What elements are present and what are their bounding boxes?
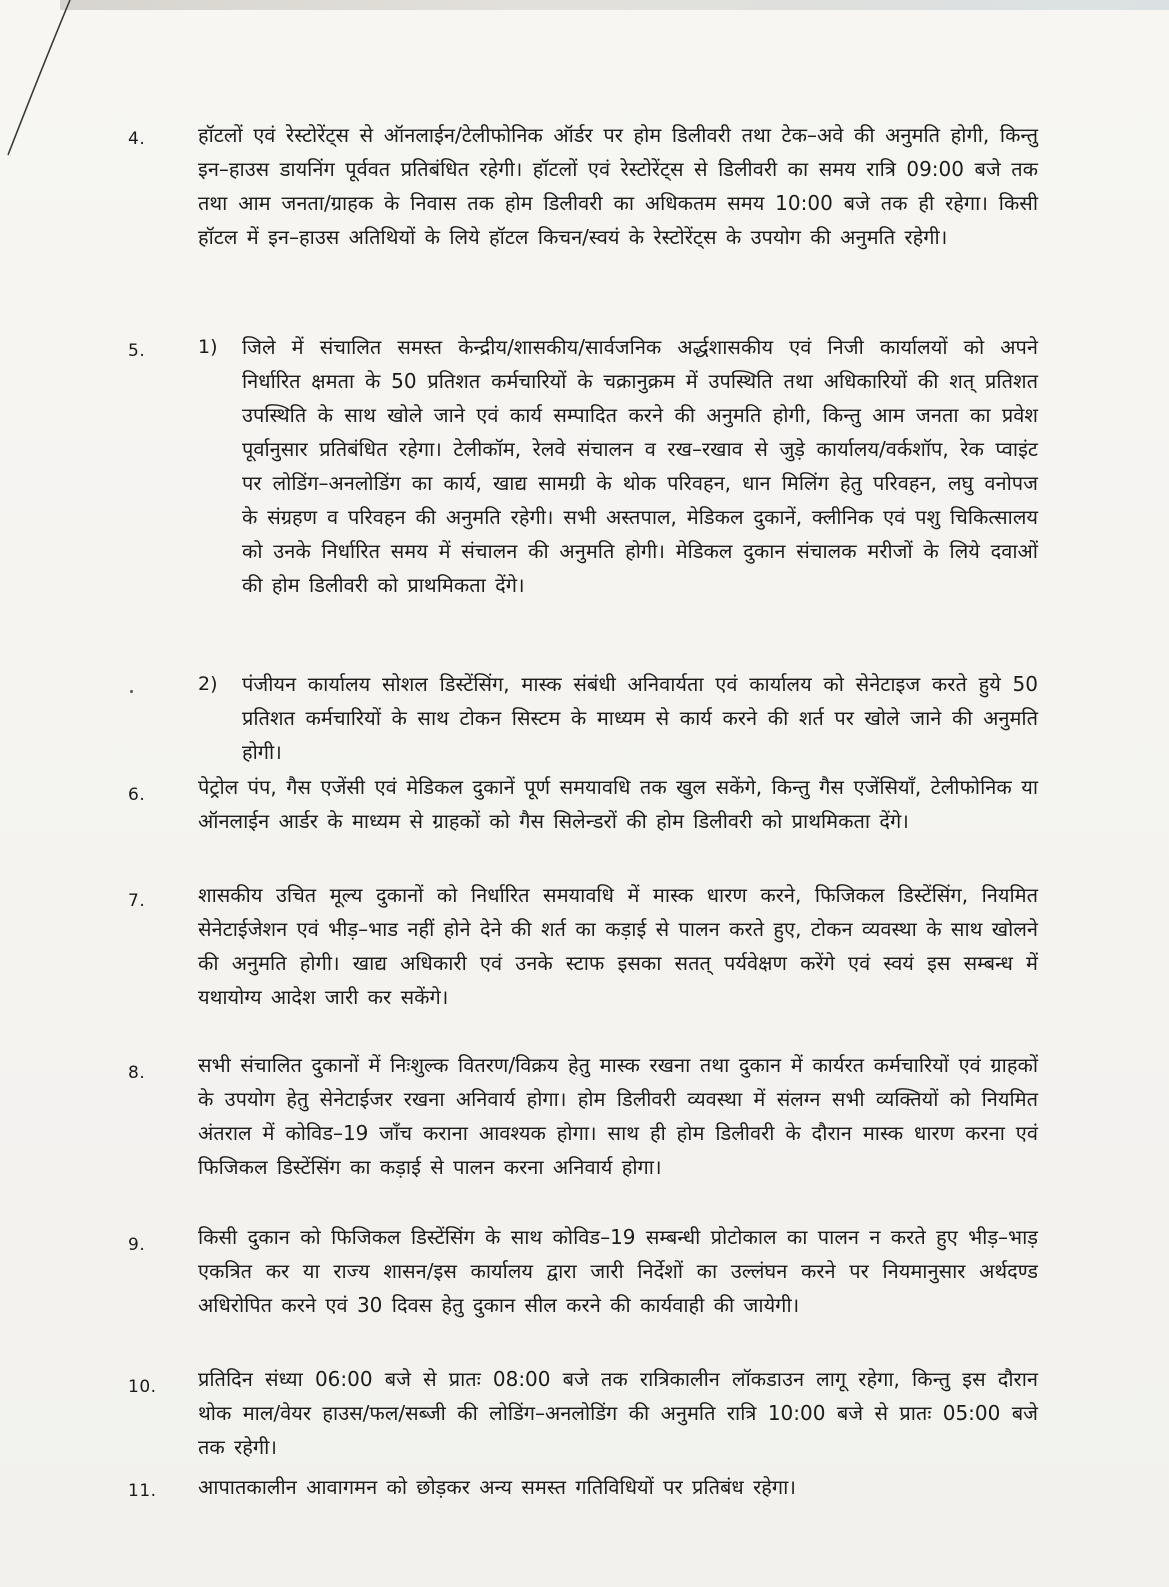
clause-number: 7. — [128, 891, 146, 911]
clause-text: पेट्रोल पंप, गैस एजेंसी एवं मेडिकल दुकानें पूर्ण समयावधि तक खुल सकेंगे, किन्तु गैस एजेंसियाँ, टेलीफोनिक या ऑनलाईन आर्डर के माध्यम से ग्राहकों को गैस सिलेन्डरों की होम डिलीवरी को प्राथमिकता देंगे। — [198, 775, 1038, 833]
clause-number: 9. — [128, 1235, 146, 1255]
clause-number: 8. — [128, 1063, 146, 1083]
clause-text: हॉटलों एवं रेस्टोरेंट्स से ऑनलाईन/टेलीफोनिक ऑर्डर पर होम डिलीवरी तथा टेक–अवे की अनुमति होगी, किन्तु इन–हाउस डायनिंग पूर्ववत प्रतिबंधित रहेगी। हॉटलों एवं रेस्टोरेंट्स से डिलीवरी का समय रात्रि 09:00 बजे तक तथा आम जनता/ग्राहक के निवास तक होम डिलीवरी का अधिकतम समय 10:00 बजे तक ही रहेगा। किसी हॉटल में इन–हाउस अतिथियों के लिये हॉटल किचन/स्वयं के रेस्टोरेंट्स के उपयोग की अनुमति रहेगी। — [198, 123, 1038, 249]
clause-number: 6. — [128, 785, 146, 805]
clause-text: आपातकालीन आवागमन को छोड़कर अन्य समस्त गतिविधियों पर प्रतिबंध रहेगा। — [198, 1475, 796, 1499]
scan-speck — [130, 690, 133, 693]
paper-fold-mark — [0, 0, 80, 160]
subclause-number: 1) — [198, 336, 218, 358]
page-top-edge — [60, 0, 1169, 10]
subclause-text: पंजीयन कार्यालय सोशल डिस्टेंसिंग, मास्क संबंधी अनिवार्यता एवं कार्यालय को सेनेटाइज करते हुये 50 प्रतिशत कर्मचारियों के साथ टोकन सिस्टम के माध्यम से कार्य करने की शर्त पर खोले जाने की अनुमति होगी। — [242, 672, 1038, 764]
clause-number: 11. — [128, 1481, 157, 1501]
clause-number: 10. — [128, 1377, 157, 1397]
clause-text: किसी दुकान को फिजिकल डिस्टेंसिंग के साथ कोविड–19 सम्बन्धी प्रोटोकाल का पालन न करते हुए भीड़–भाड़ एकत्रित कर या राज्य शासन/इस कार्यालय द्वारा जारी निर्देशों का उल्लंघन करने पर नियमानुसार अर्थदण्ड अधिरोपित करने एवं 30 दिवस हेतु दुकान सील करने की कार्यवाही की जायेगी। — [198, 1225, 1038, 1317]
subclause-number: 2) — [198, 673, 218, 695]
clause-number: 5. — [128, 341, 146, 361]
clause-number: 4. — [128, 129, 146, 149]
clause-text: शासकीय उचित मूल्य दुकानों को निर्धारित समयावधि में मास्क धारण करने, फिजिकल डिस्टेंसिंग, नियमित सेनेटाईजेशन एवं भीड़–भाड नहीं होने देने की शर्त का कड़ाई से पालन करते हुए, टोकन व्यवस्था के साथ खोलने की अनुमति होगी। खाद्य अधिकारी एवं उनके स्टाफ इसका सतत् पर्यवेक्षण करेंगे एवं स्वयं इस सम्बन्ध में यथायोग्य आदेश जारी कर सकेंगे। — [198, 883, 1038, 1009]
clause-text: सभी संचालित दुकानों में निःशुल्क वितरण/विक्रय हेतु मास्क रखना तथा दुकान में कार्यरत कर्मचारियों एवं ग्राहकों के उपयोग हेतु सेनेटाईजर रखना अनिवार्य होगा। होम डिलीवरी व्यवस्था में संलग्न सभी व्यक्तियों को नियमित अंतराल में कोविड–19 जाँच कराना आवश्यक होगा। साथ ही होम डिलीवरी के दौरान मास्क धारण करना एवं फिजिकल डिस्टेंसिंग का कड़ाई से पालन करना अनिवार्य होगा। — [198, 1053, 1038, 1179]
clause-text: प्रतिदिन संध्या 06:00 बजे से प्रातः 08:00 बजे तक रात्रिकालीन लॉकडाउन लागू रहेगा, किन्तु इस दौरान थोक माल/वेयर हाउस/फल/सब्जी की लोडिंग–अनलोडिंग की अनुमति रात्रि 10:00 बजे से प्रातः 05:00 बजे तक रहेगी। — [198, 1367, 1038, 1459]
subclause-text: जिले में संचालित समस्त केन्द्रीय/शासकीय/सार्वजनिक अर्द्धशासकीय एवं निजी कार्यालयों को अपने निर्धारित क्षमता के 50 प्रतिशत कर्मचारियों के चक्रानुक्रम में उपस्थिति तथा अधिकारियों की शत् प्रतिशत उपस्थिति के साथ खोले जाने एवं कार्य सम्पादित करने की अनुमति होगी, किन्तु आम जनता का प्रवेश पूर्वानुसार प्रतिबंधित रहेगा। टेलीकॉम, रेलवे संचालन व रख–रखाव से जुड़े कार्यालय/वर्कशॉप, रेक प्वाइंट पर लोडिंग–अनलोडिंग का कार्य, खाद्य सामग्री के थोक परिवहन, धान मिलिंग हेतु परिवहन, लघु वनोपज के संग्रहण व परिवहन की अनुमति रहेगी। सभी अस्तपाल, मेडिकल दुकानें, क्लीनिक एवं पशु चिकित्सालय को उनके निर्धारित समय में संचालन की अनुमति होगी। मेडिकल दुकान संचालक मरीजों के लिये दवाओं की होम डिलीवरी को प्राथमिकता देंगे। — [242, 335, 1038, 597]
